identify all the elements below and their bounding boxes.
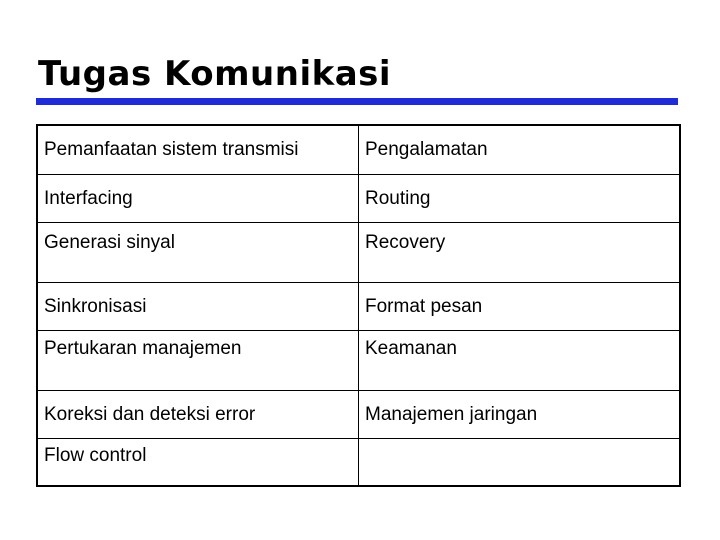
- table-cell-left: Interfacing: [38, 175, 359, 222]
- table-row: [38, 390, 679, 438]
- table-cell-left: Generasi sinyal: [38, 223, 359, 282]
- slide-title: Tugas Komunikasi: [38, 54, 392, 94]
- title-underline: [36, 98, 678, 105]
- table-row: [38, 282, 679, 330]
- table-row: [38, 174, 679, 222]
- table-cell-left: Koreksi dan deteksi error: [38, 391, 359, 438]
- table-row: [38, 222, 679, 282]
- table-cell-right: Pengalamatan: [365, 139, 488, 160]
- communication-tasks-table: [36, 124, 681, 487]
- table-cell-right: Manajemen jaringan: [365, 403, 538, 425]
- table-cell-left: Sinkronisasi: [38, 283, 359, 330]
- table-cell-right: Routing: [365, 187, 431, 209]
- table-cell-left: Pertukaran manajemen: [38, 331, 359, 390]
- table-cell-right: Keamanan: [365, 338, 457, 359]
- table-cell-right: Recovery: [365, 232, 446, 253]
- table-cell-left: Pemanfaatan sistem transmisi: [38, 126, 359, 174]
- table-row: [38, 330, 679, 390]
- table-cell-right: [359, 439, 679, 485]
- table-row: [38, 126, 679, 174]
- table-cell-left: Flow control: [38, 439, 359, 485]
- table-cell-right: Format pesan: [365, 295, 483, 317]
- table-row: [38, 438, 679, 485]
